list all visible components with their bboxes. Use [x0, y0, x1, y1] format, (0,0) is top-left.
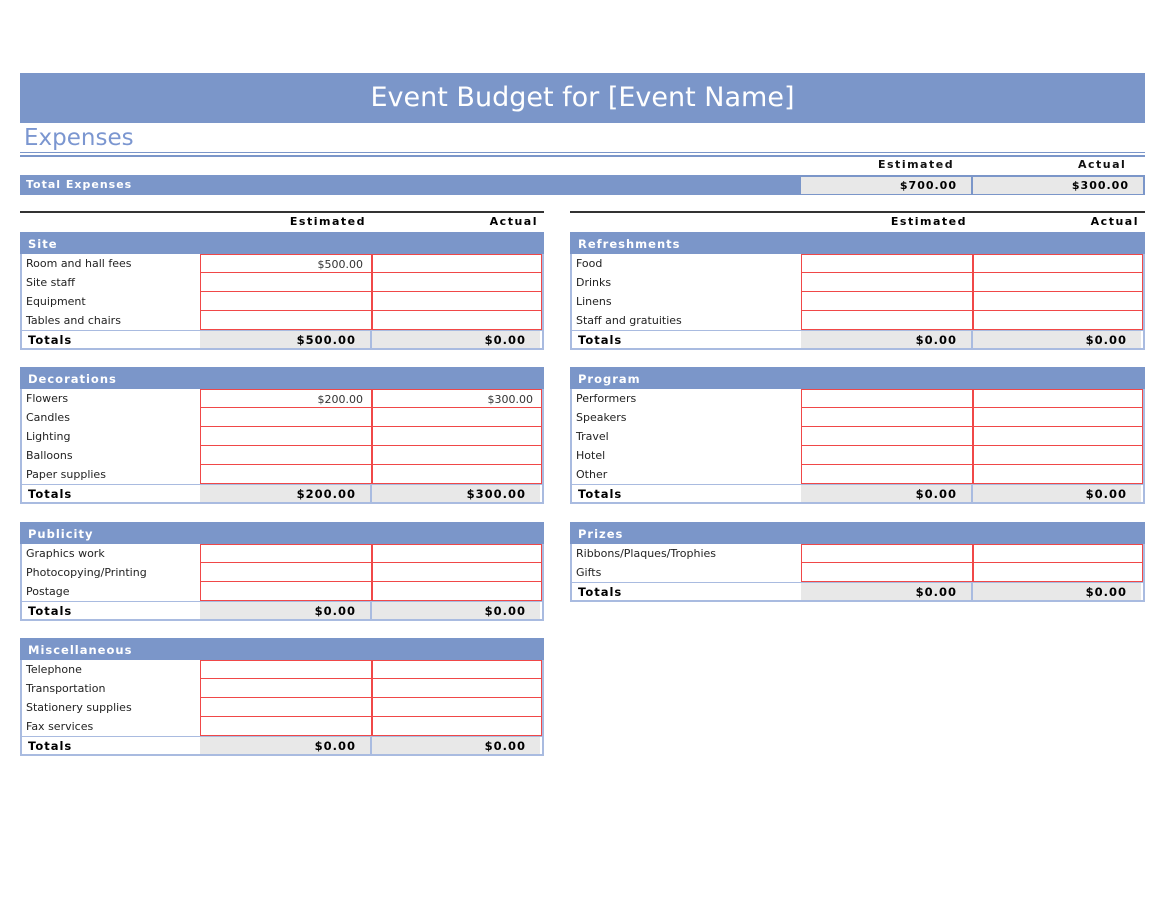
table-row: [20, 717, 544, 736]
estimated-cell[interactable]: [200, 427, 372, 446]
section-header: Program: [570, 367, 1145, 389]
item-label: Other: [576, 468, 608, 481]
item-label: Lighting: [26, 430, 71, 443]
totals-estimated: $0.00: [801, 583, 973, 600]
estimated-cell[interactable]: [200, 544, 372, 563]
table-row: [570, 427, 1145, 446]
table-row: [20, 582, 544, 601]
totals-label: Totals: [28, 604, 73, 618]
actual-cell[interactable]: [372, 679, 542, 698]
item-label: Performers: [576, 392, 637, 405]
estimated-cell[interactable]: [200, 698, 372, 717]
section-header: Refreshments: [570, 232, 1145, 254]
item-label: Transportation: [26, 682, 106, 695]
item-label: Photocopying/Printing: [26, 566, 147, 579]
divider: [20, 155, 1145, 157]
estimated-cell[interactable]: [200, 660, 372, 679]
spacer: [20, 215, 200, 232]
totals-actual: $0.00: [973, 583, 1141, 600]
section-program: [570, 367, 1145, 504]
actual-cell[interactable]: [372, 563, 542, 582]
item-label: Tables and chairs: [26, 314, 121, 327]
actual-cell[interactable]: [372, 273, 542, 292]
table-top-rule: [20, 211, 544, 213]
section-header: Prizes: [570, 522, 1145, 544]
actual-cell[interactable]: [973, 254, 1143, 273]
item-label: Site staff: [26, 276, 75, 289]
estimated-cell[interactable]: [801, 544, 973, 563]
estimated-cell[interactable]: [200, 273, 372, 292]
table-row: [20, 465, 544, 484]
table-row: [570, 311, 1145, 330]
item-label: Speakers: [576, 411, 627, 424]
table-row: [20, 254, 544, 273]
section-header: Site: [20, 232, 544, 254]
item-label: Travel: [576, 430, 609, 443]
actual-cell[interactable]: [973, 311, 1143, 330]
estimated-cell[interactable]: [200, 679, 372, 698]
estimated-cell[interactable]: [801, 408, 973, 427]
column-headers: [20, 215, 544, 232]
table-row: [570, 465, 1145, 484]
totals-actual: $0.00: [372, 602, 540, 619]
actual-cell[interactable]: [372, 292, 542, 311]
actual-cell[interactable]: [973, 544, 1143, 563]
page-title: Event Budget for [Event Name]: [20, 73, 1145, 123]
table-row: [20, 698, 544, 717]
actual-cell[interactable]: [973, 292, 1143, 311]
total-expenses-label: Total Expenses: [26, 178, 133, 191]
item-label: Food: [576, 257, 603, 270]
totals-row: [20, 330, 544, 350]
estimated-cell[interactable]: [801, 465, 973, 484]
table-row: [20, 273, 544, 292]
actual-cell[interactable]: [372, 465, 542, 484]
totals-estimated: $500.00: [200, 331, 372, 348]
table-row: [20, 679, 544, 698]
totals-row: [570, 484, 1145, 504]
spacer: [570, 215, 801, 232]
actual-cell[interactable]: [973, 273, 1143, 292]
item-label: Telephone: [26, 663, 82, 676]
totals-estimated: $0.00: [801, 331, 973, 348]
item-label: Equipment: [26, 295, 86, 308]
totals-estimated: $0.00: [200, 602, 372, 619]
actual-cell[interactable]: [372, 660, 542, 679]
section-header: Miscellaneous: [20, 638, 544, 660]
actual-cell[interactable]: [973, 427, 1143, 446]
actual-cell[interactable]: [372, 446, 542, 465]
estimated-cell[interactable]: [801, 254, 973, 273]
estimated-cell[interactable]: [801, 292, 973, 311]
totals-row: [20, 736, 544, 756]
divider: [20, 152, 1145, 153]
item-label: Room and hall fees: [26, 257, 132, 270]
estimated-header: Estimated: [289, 215, 366, 228]
totals-row: [570, 330, 1145, 350]
actual-cell[interactable]: $300.00: [372, 389, 542, 408]
estimated-cell[interactable]: [200, 582, 372, 601]
totals-row: [20, 601, 544, 621]
actual-cell[interactable]: [973, 408, 1143, 427]
item-label: Flowers: [26, 392, 69, 405]
actual-cell[interactable]: [973, 563, 1143, 582]
totals-label: Totals: [28, 487, 73, 501]
actual-cell[interactable]: [372, 582, 542, 601]
section-publicity: [20, 522, 544, 621]
total-expenses-actual[interactable]: $300.00: [973, 177, 1143, 194]
section-header: Decorations: [20, 367, 544, 389]
expenses-heading: Expenses: [24, 125, 134, 151]
section-header: Publicity: [20, 522, 544, 544]
table-row: [570, 408, 1145, 427]
section-miscellaneous: [20, 638, 544, 756]
totals-estimated: $0.00: [801, 485, 973, 502]
totals-label: Totals: [28, 333, 73, 347]
table-row: [20, 446, 544, 465]
table-row: [20, 563, 544, 582]
totals-actual: $0.00: [372, 331, 540, 348]
section-prizes: [570, 522, 1145, 602]
item-label: Hotel: [576, 449, 606, 462]
table-row: [570, 544, 1145, 563]
estimated-cell[interactable]: [200, 408, 372, 427]
item-label: Candles: [26, 411, 70, 424]
table-row: [570, 254, 1145, 273]
table-row: [570, 292, 1145, 311]
section-site: [20, 211, 544, 350]
item-label: Linens: [576, 295, 612, 308]
estimated-cell[interactable]: [200, 446, 372, 465]
actual-cell[interactable]: [372, 254, 542, 273]
actual-cell[interactable]: [372, 544, 542, 563]
estimated-cell[interactable]: [200, 311, 372, 330]
item-label: Gifts: [576, 566, 602, 579]
table-row: [20, 292, 544, 311]
totals-estimated: $0.00: [200, 737, 372, 754]
table-top-rule: [570, 211, 1145, 213]
total-estimated-header: Estimated: [878, 158, 955, 171]
item-label: Balloons: [26, 449, 73, 462]
estimated-cell[interactable]: [200, 717, 372, 736]
column-headers: [570, 215, 1145, 232]
table-row: [570, 273, 1145, 292]
totals-row: [20, 484, 544, 504]
actual-cell[interactable]: [372, 698, 542, 717]
estimated-cell[interactable]: [200, 563, 372, 582]
totals-label: Totals: [578, 585, 623, 599]
totals-estimated: $200.00: [200, 485, 372, 502]
item-label: Postage: [26, 585, 70, 598]
estimated-cell[interactable]: $200.00: [200, 389, 372, 408]
table-row: [570, 563, 1145, 582]
totals-actual: $0.00: [372, 737, 540, 754]
table-row: [20, 660, 544, 679]
totals-label: Totals: [578, 333, 623, 347]
table-row: [20, 311, 544, 330]
total-actual-header: Actual: [1078, 158, 1127, 171]
item-label: Fax services: [26, 720, 94, 733]
table-row: [20, 427, 544, 446]
section-refreshments: [570, 211, 1145, 350]
table-row: [570, 446, 1145, 465]
actual-cell[interactable]: [372, 311, 542, 330]
table-row: [20, 389, 544, 408]
totals-row: [570, 582, 1145, 602]
item-label: Ribbons/Plaques/Trophies: [576, 547, 717, 560]
item-label: Stationery supplies: [26, 701, 132, 714]
estimated-cell[interactable]: [801, 273, 973, 292]
estimated-cell[interactable]: [200, 465, 372, 484]
section-decorations: [20, 367, 544, 504]
item-label: Paper supplies: [26, 468, 106, 481]
estimated-cell[interactable]: [801, 311, 973, 330]
actual-cell[interactable]: [372, 408, 542, 427]
actual-header: Actual: [1090, 215, 1139, 228]
estimated-cell[interactable]: [801, 563, 973, 582]
actual-header: Actual: [489, 215, 538, 228]
table-row: [570, 389, 1145, 408]
totals-label: Totals: [28, 739, 73, 753]
estimated-cell[interactable]: [801, 389, 973, 408]
item-label: Staff and gratuities: [576, 314, 682, 327]
estimated-cell[interactable]: [200, 292, 372, 311]
item-label: Graphics work: [26, 547, 105, 560]
totals-label: Totals: [578, 487, 623, 501]
totals-actual: $0.00: [973, 331, 1141, 348]
actual-cell[interactable]: [973, 446, 1143, 465]
table-row: [20, 408, 544, 427]
actual-cell[interactable]: [372, 717, 542, 736]
table-row: [20, 544, 544, 563]
estimated-header: Estimated: [890, 215, 967, 228]
estimated-cell[interactable]: [801, 427, 973, 446]
totals-actual: $300.00: [372, 485, 540, 502]
estimated-cell[interactable]: [801, 446, 973, 465]
actual-cell[interactable]: [372, 427, 542, 446]
actual-cell[interactable]: [973, 465, 1143, 484]
estimated-cell[interactable]: $500.00: [200, 254, 372, 273]
total-expenses-estimated[interactable]: $700.00: [801, 177, 971, 194]
actual-cell[interactable]: [973, 389, 1143, 408]
totals-actual: $0.00: [973, 485, 1141, 502]
item-label: Drinks: [576, 276, 612, 289]
